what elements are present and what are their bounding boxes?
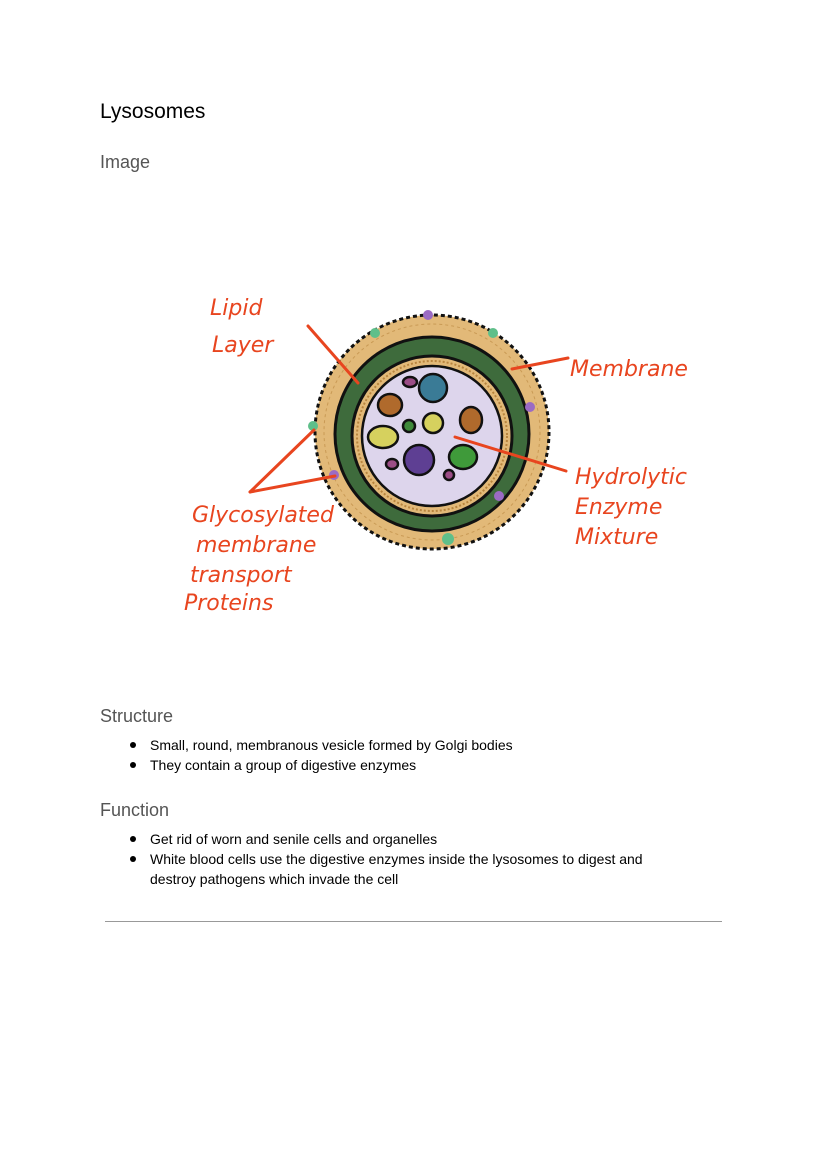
image-heading: Image [100, 152, 151, 172]
list-item: White blood cells use the digestive enzymes inside the lysosomes to digest and destroy pathogens which invade the cell [130, 849, 690, 889]
function-list [130, 829, 690, 889]
label-mixture: Mixture [575, 525, 659, 550]
label-hydrolytic: Hydrolytic [575, 465, 687, 490]
label-membrane-2: membrane [196, 533, 317, 558]
label-layer: Layer [212, 333, 274, 358]
label-membrane: Membrane [570, 357, 688, 382]
structure-list [130, 735, 690, 775]
label-transport: transport [190, 563, 292, 588]
function-heading: Function [100, 800, 170, 820]
lysosome-illustration [308, 310, 549, 549]
label-enzyme: Enzyme [575, 495, 663, 520]
structure-heading: Structure [100, 706, 174, 726]
label-proteins: Proteins [184, 591, 274, 616]
page-title: Lysosomes [100, 100, 206, 123]
list-item: Get rid of worn and senile cells and organelles [130, 829, 690, 849]
label-lipid: Lipid [210, 296, 263, 321]
horizontal-divider [105, 921, 722, 922]
label-glycosylated: Glycosylated [192, 503, 334, 528]
list-item: They contain a group of digestive enzymes [130, 755, 690, 775]
list-item: Small, round, membranous vesicle formed by Golgi bodies [130, 735, 690, 755]
